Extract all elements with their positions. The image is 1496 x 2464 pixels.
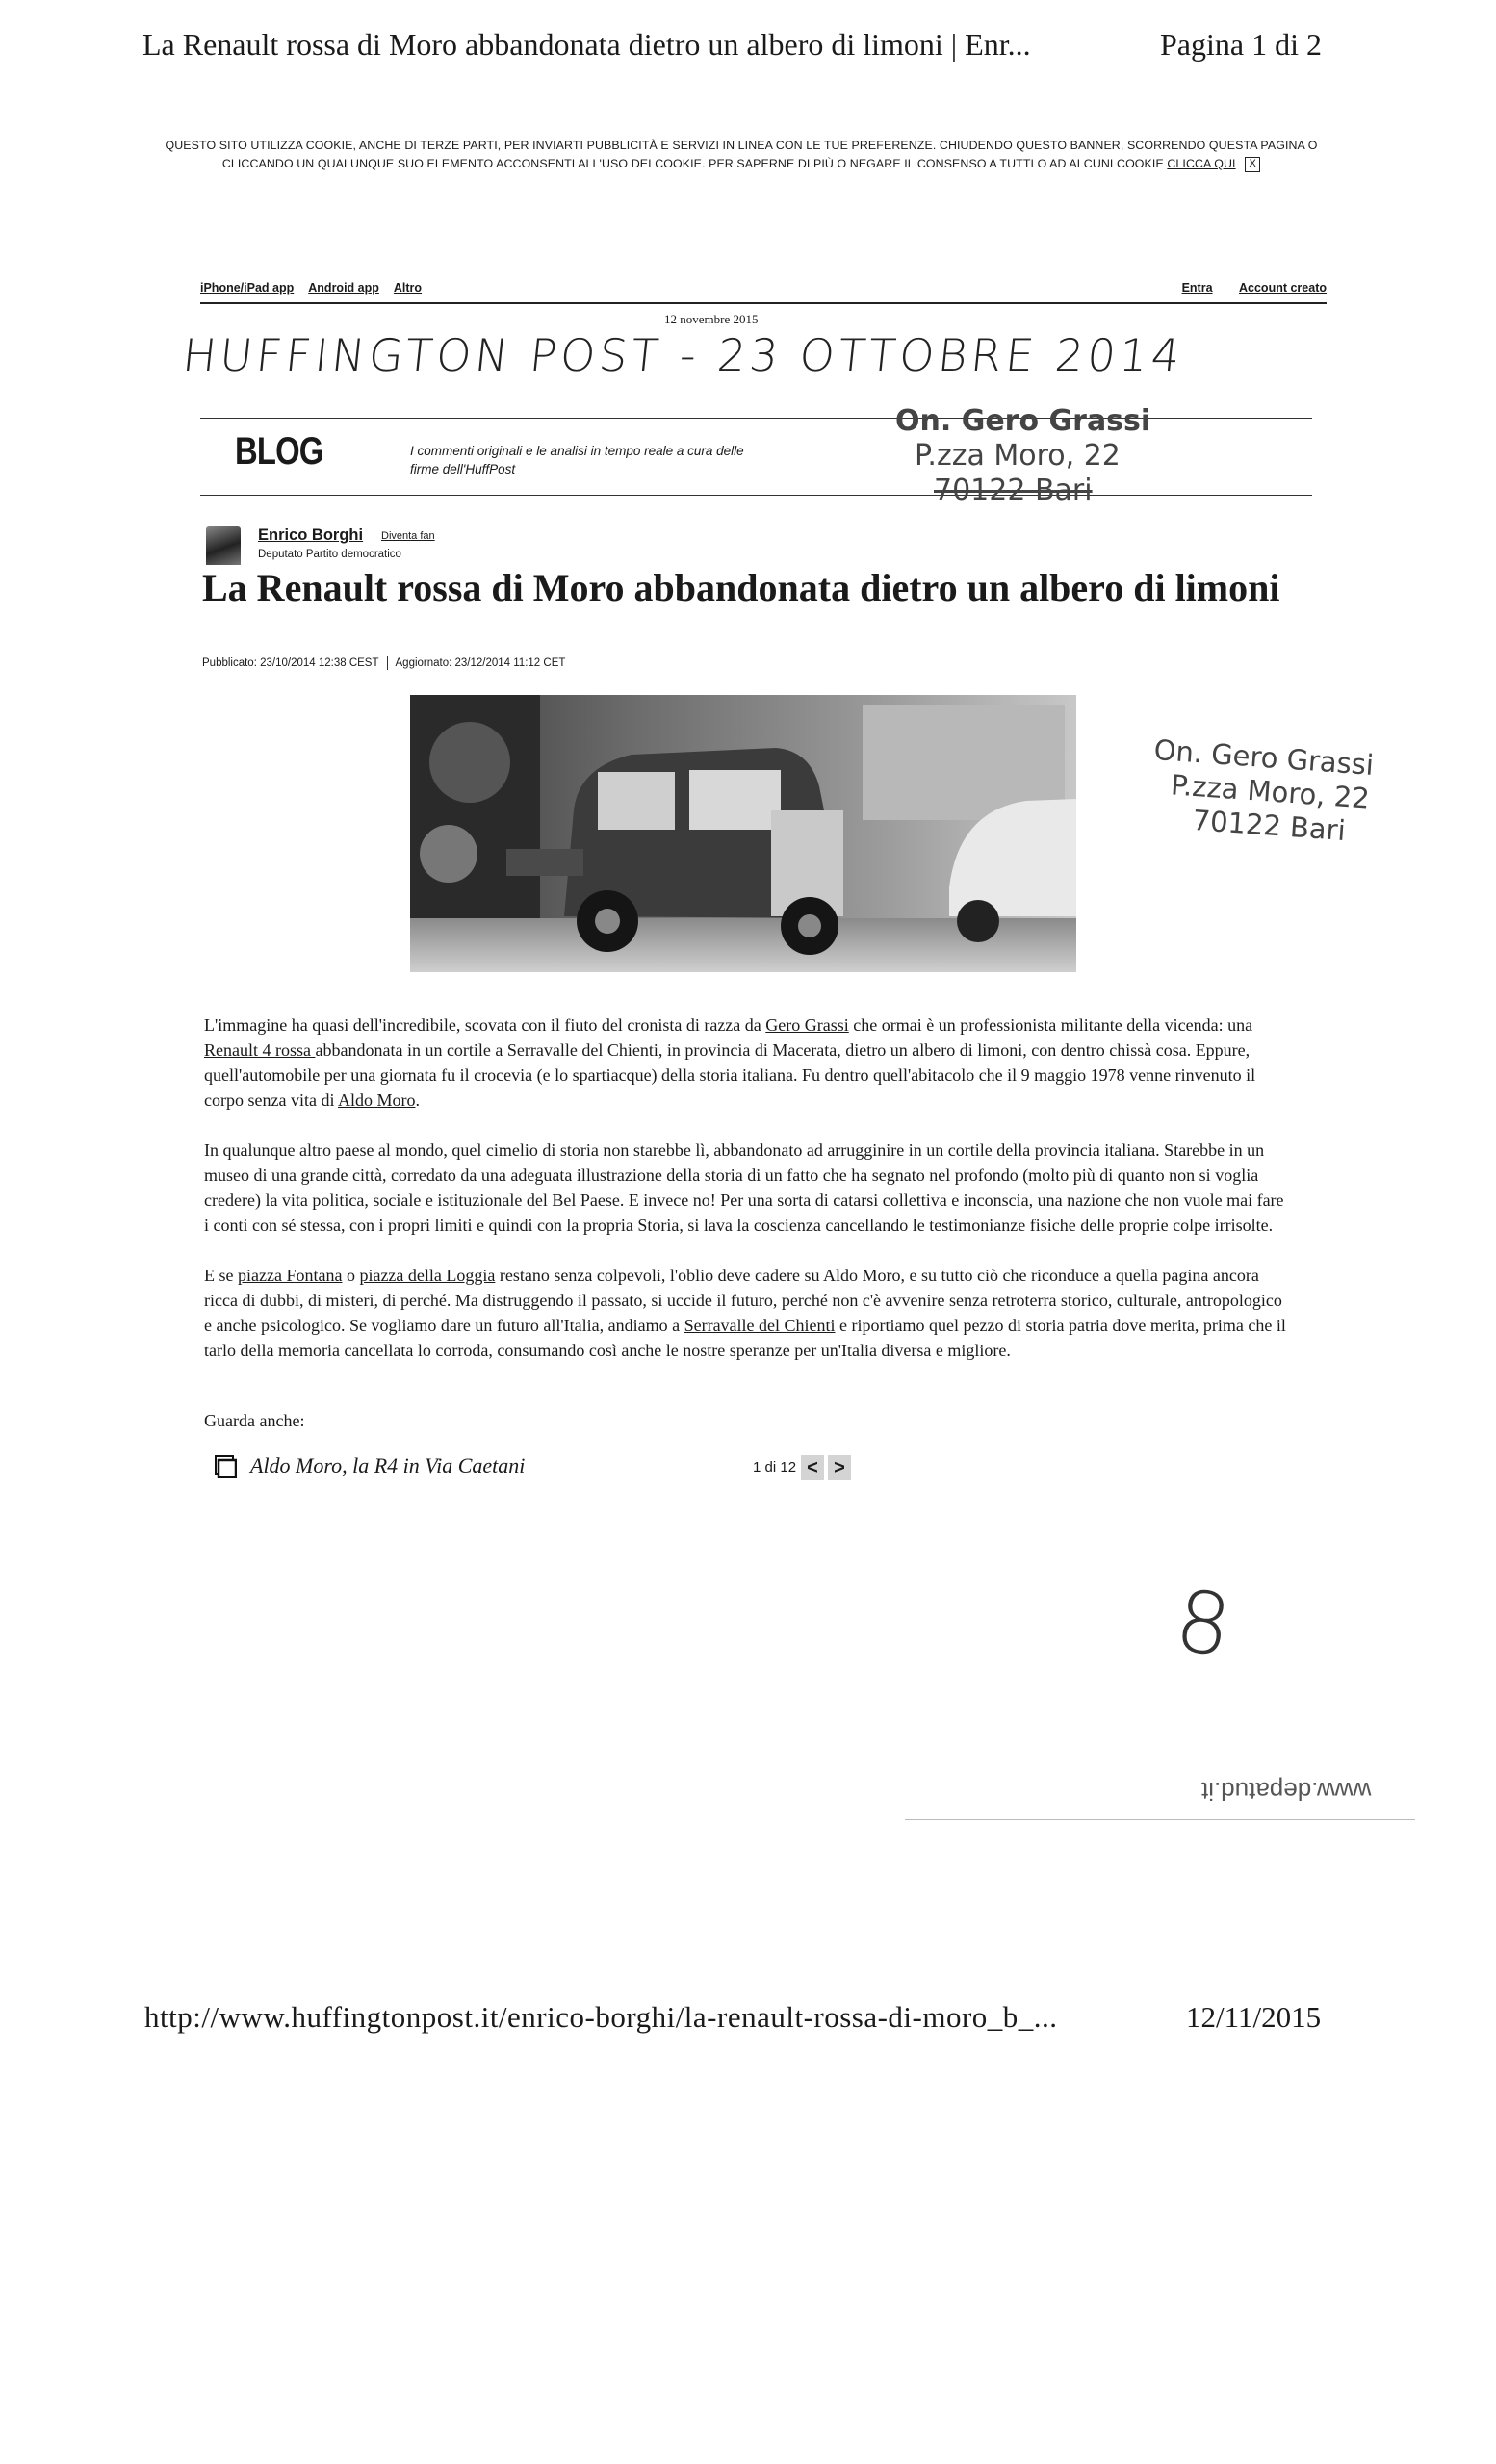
text: restano senza colpevoli, l'oblio deve cadere su Aldo Moro, e su tutto ciò che riconduce a quella pagina ancora ricca di dubbi, di misteri, di perché. Ma distruggendo il passato, si uccide il futuro, perché non c'è avvenire senza retroterra storico, culturale, antropologico e anche psicologico. Se vogliamo dare un futuro all'Italia, andiamo a [204, 1266, 1282, 1335]
car-photo-illustration [410, 695, 1076, 972]
address-stamp [895, 404, 1150, 508]
article-photo-red-renault-4 [410, 695, 1076, 972]
text: abbandonata in un cortile a Serravalle del Chienti, in provincia di Macerata, dietro un albero di limoni, con dentro chissà cosa. Eppure, quell'automobile per una giornata fu il crocevia (e lo spartiacque) della storia italiana. Fu dentro quell'abitacolo che il 9 maggio 1978 venne rinvenuto il corpo senza vita di [204, 1040, 1256, 1110]
handwritten-source-note: HUFFINGTON POST - 23 OTTOBRE 2014 [180, 329, 1187, 381]
nav-link-login[interactable]: Entra [1181, 281, 1213, 295]
page-title: La Renault rossa di Moro abbandonata dietro un albero di limoni [202, 566, 1280, 609]
nav-account [1159, 281, 1327, 295]
stamp-line-city: 70122 Bari [1191, 803, 1347, 847]
stamp-line-city: 70122 Bari [934, 474, 1093, 507]
handwritten-page-number: 8 [1170, 1570, 1237, 1677]
close-icon[interactable]: X [1245, 157, 1260, 172]
previous-button[interactable]: < [801, 1455, 824, 1480]
text: che ormai è un professionista militante della vicenda: una [848, 1015, 1253, 1035]
print-header-page-number: Pagina 1 di 2 [1160, 27, 1322, 62]
author-name-link[interactable]: Enrico Borghi [258, 526, 364, 544]
cookie-banner [144, 137, 1338, 173]
stamp-line-name: On. Gero Grassi [895, 404, 1151, 438]
nav-link-altro[interactable]: Altro [393, 281, 423, 295]
avatar[interactable] [206, 526, 241, 565]
become-fan-link[interactable]: Diventa fan [381, 530, 435, 542]
author-role: Deputato Partito democratico [258, 549, 401, 560]
article-meta [202, 656, 565, 670]
related-gallery-title[interactable]: Aldo Moro, la R4 in Via Caetani [250, 1453, 526, 1477]
date-line: 12 novembre 2015 [664, 312, 759, 326]
text: L'immagine ha quasi dell'incredibile, scovata con il fiuto del cronista di razza da [204, 1015, 766, 1035]
gallery-icon [214, 1455, 237, 1478]
stamp-line-street: P.zza Moro, 22 [1170, 768, 1371, 815]
paragraph [204, 1263, 1292, 1363]
paragraph: In qualunque altro paese al mondo, quel cimelio di storia non starebbe lì, abbandonato ad arrugginire in un cortile della provincia italiana. Starebbe in un museo di una grande città, corredato da una adeguata illustrazione della storia di un fatto che ha segnato nel profondo (molto più di quanto non si voglia credere) la vita politica, sociale e istituzionale del Bel Paese. E invece no! Per una sorta di catarsi collettiva e inconscia, una nazione che non vuole mai fare i conti con sé stessa, con i propri limiti e quindi con la propria Storia, si lava la coscienza cancellando le testimonianze fisiche delle proprie colpe irrisolte. [204, 1141, 1284, 1235]
top-nav [200, 281, 1327, 304]
updated-date: Aggiornato: 23/12/2014 11:12 CET [395, 657, 566, 670]
cookie-banner-text: QUESTO SITO UTILIZZA COOKIE, ANCHE DI TERZE PARTI, PER INVIARTI PUBBLICITÀ E SERVIZI IN LINEA CON LE TUE PREFERENZE. CHIUDENDO QUESTO BANNER, SCORRENDO QUESTA PAGINA O CLICCANDO UN QUALUNQUE SUO ELEMENTO ACCONSENTI ALL'USO DEI COOKIE. PER SAPERNE DI PIÙ O NEGARE IL CONSENSO A TUTTI O AD ALCUNI COOKIE [165, 139, 1318, 170]
link-gero-grassi[interactable]: Gero Grassi [765, 1015, 849, 1035]
print-footer-date: 12/11/2015 [1186, 2000, 1322, 2034]
article-body [204, 1013, 1292, 1388]
text: . [415, 1091, 420, 1110]
link-piazza-fontana[interactable]: piazza Fontana [238, 1266, 343, 1285]
related-gallery[interactable] [214, 1453, 888, 1488]
link-aldo-moro[interactable]: Aldo Moro [337, 1091, 416, 1110]
gallery-counter: 1 di 12 [753, 1459, 797, 1476]
link-renault-4-rossa[interactable]: Renault 4 rossa [204, 1040, 316, 1060]
address-stamp-2 [1148, 733, 1375, 849]
print-footer-url: http://www.huffingtonpost.it/enrico-borghi/la-renault-rossa-di-moro_b_... [144, 2000, 1058, 2034]
text: o [342, 1266, 360, 1285]
divider [387, 656, 388, 670]
next-button[interactable]: > [828, 1455, 851, 1480]
text: e riportiamo quel pezzo di storia patria dove merita, prima che il tarlo della memoria cancellata lo corroda, consumando così anche le nostre speranze per un'Italia diversa e migliore. [204, 1316, 1286, 1360]
blog-tagline: I commenti originali e le analisi in tempo reale a cura delle firme dell'HuffPost [410, 444, 744, 476]
stamp-line-name: On. Gero Grassi [1152, 733, 1376, 782]
cookie-more-link[interactable]: CLICCA QUI [1167, 157, 1236, 170]
blog-label[interactable]: BLOG [235, 430, 323, 473]
nav-link-iphone-app[interactable]: iPhone/iPad app [200, 281, 295, 295]
published-date: Pubblicato: 23/10/2014 12:38 CEST [202, 657, 379, 670]
nav-link-account[interactable]: Account creato [1239, 281, 1327, 295]
link-serravalle-del-chienti[interactable]: Serravalle del Chienti [684, 1316, 836, 1335]
text: E se [204, 1266, 238, 1285]
nav-link-android-app[interactable]: Android app [308, 281, 379, 295]
see-also-label: Guarda anche: [204, 1411, 305, 1430]
print-header-title: La Renault rossa di Moro abbandonata dietro un albero di limoni | Enr... [142, 27, 1031, 62]
divider [905, 1819, 1415, 1820]
paragraph [204, 1013, 1292, 1113]
stamp-line-street: P.zza Moro, 22 [915, 439, 1121, 473]
bleed-through-text: www.depatud.it [1201, 1777, 1372, 1806]
link-piazza-della-loggia[interactable]: piazza della Loggia [359, 1266, 496, 1285]
